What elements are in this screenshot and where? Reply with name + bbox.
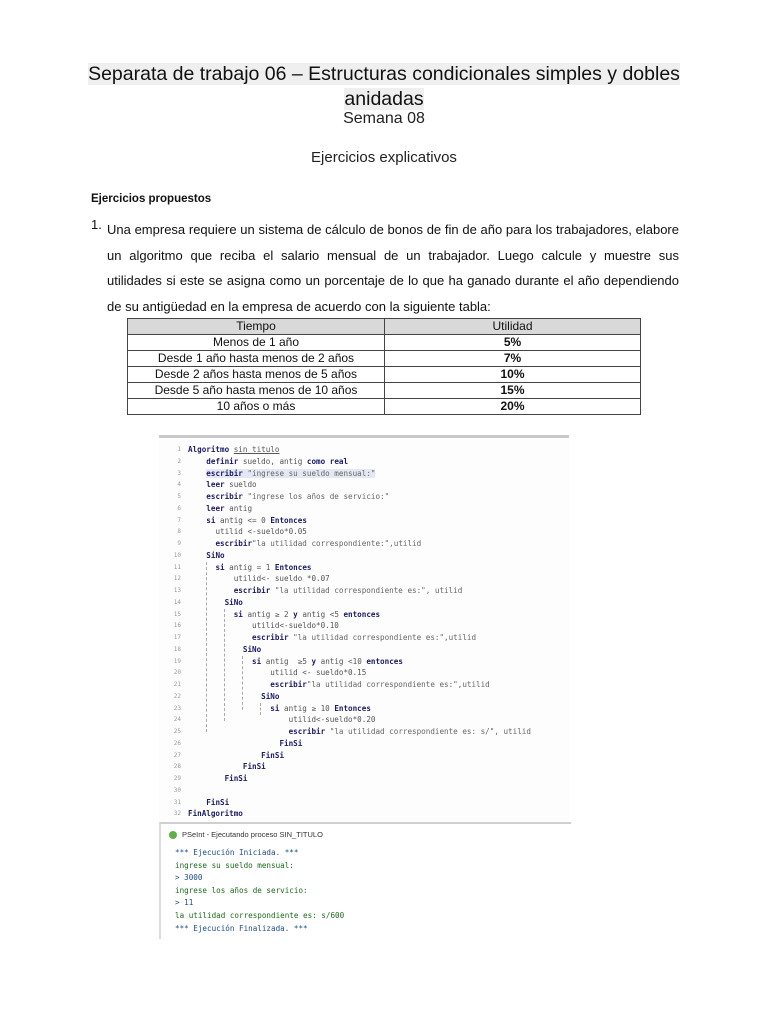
code-line: leer sueldo	[206, 480, 257, 490]
code-line: FinSi	[224, 774, 248, 783]
code-line: SiNo	[261, 691, 280, 701]
code-line: FinSi	[279, 738, 303, 748]
line-number: 28	[173, 763, 181, 771]
table-row	[128, 351, 641, 367]
line-number: 23	[173, 704, 181, 712]
line-number: 29	[173, 775, 181, 782]
line-number: 8	[177, 528, 181, 536]
code-line: FinSi	[206, 797, 230, 807]
line-number: 10	[173, 551, 181, 559]
line-number: 22	[173, 692, 181, 700]
line-number: 25	[173, 728, 181, 735]
code-line: SiNo	[242, 644, 262, 654]
code-line: utilid<- sueldo *0.07	[233, 574, 330, 584]
line-number-gutter	[159, 444, 181, 820]
cell-utilidad: 20%	[385, 399, 641, 415]
code-line: FinAlgoritmo	[188, 809, 243, 819]
code-editor[interactable]	[159, 435, 569, 825]
code-line: escribir "ingrese los años de servicio:"	[206, 492, 390, 501]
document-title	[0, 62, 768, 112]
code-line: utilid<-sueldo*0.10	[252, 621, 339, 631]
code-line: si antig ≥5 y antig <10 entonces	[252, 656, 403, 666]
code-line: SiNo	[206, 550, 225, 560]
cell-utilidad: 10%	[385, 367, 641, 383]
console-output	[175, 847, 344, 935]
console-title: PSeInt - Ejecutando proceso SIN_TITULO	[182, 830, 323, 839]
code-line	[188, 785, 568, 797]
code-line: si antig ≥ 2 y antig <5 entonces	[233, 609, 381, 619]
code-line: FinSi	[242, 762, 266, 772]
pseint-icon	[169, 831, 177, 839]
line-number: 6	[177, 504, 181, 512]
console-line: *** Ejecución Iniciada. ***	[175, 848, 299, 857]
week-label: Semana 08	[343, 110, 425, 127]
exercises-heading: Ejercicios propuestos	[91, 193, 212, 205]
execution-console[interactable]	[159, 822, 571, 939]
line-number: 20	[173, 669, 181, 677]
cell-tiempo: Desde 5 año hasta menos de 10 años	[128, 383, 385, 399]
line-number: 32	[173, 810, 181, 818]
table-row	[128, 335, 641, 351]
code-line: escribir"la utilidad correspondiente es:",utilid	[270, 680, 490, 689]
code-line: si antig ≥ 10 Entonces	[270, 703, 371, 713]
code-line: escribir "ingrese su sueldo mensual:"	[206, 468, 376, 478]
line-number: 9	[177, 540, 181, 547]
line-number: 3	[177, 469, 181, 477]
cell-utilidad: 7%	[385, 351, 641, 367]
line-number: 14	[173, 598, 181, 606]
code-line: utilid <-sueldo*0.05	[215, 527, 307, 537]
cell-tiempo: Menos de 1 año	[128, 335, 385, 351]
header-tiempo: Tiempo	[128, 319, 385, 335]
code-line: definir sueldo, antig como real	[206, 456, 349, 466]
code-line: escribir "la utilidad correspondiente es:", utilid	[233, 586, 463, 595]
cell-utilidad: 5%	[385, 335, 641, 351]
code-line: utilid <- sueldo*0.15	[270, 668, 367, 678]
code-line: si antig <= 0 Entonces	[206, 515, 307, 525]
line-number: 16	[173, 622, 181, 630]
line-number: 5	[177, 493, 181, 500]
header-utilidad: Utilidad	[385, 319, 641, 335]
line-number: 21	[173, 681, 181, 688]
line-number: 24	[173, 716, 181, 724]
console-line: la utilidad correspondiente es: s/600	[175, 910, 345, 920]
code-line: Algoritmo sin_titulo	[188, 445, 280, 454]
line-number: 31	[173, 798, 181, 806]
line-number: 4	[177, 481, 181, 489]
line-number: 26	[173, 739, 181, 747]
cell-utilidad: 15%	[385, 383, 641, 399]
code-line: escribir "la utilidad correspondiente es: s/", utilid	[288, 727, 531, 736]
table-row	[128, 399, 641, 415]
title-line-1: Separata de trabajo 06 – Estructuras condicionales simples y dobles	[88, 63, 680, 85]
line-number: 15	[173, 610, 181, 618]
utility-table	[127, 318, 641, 415]
console-line: ingrese los años de servicio:	[175, 885, 308, 895]
code-line: FinSi	[261, 750, 285, 760]
table-header-row	[128, 319, 641, 335]
line-number: 11	[173, 563, 181, 571]
code-lines[interactable]	[188, 444, 568, 820]
console-line: *** Ejecución Finalizada. ***	[175, 923, 308, 933]
line-number: 7	[177, 516, 181, 524]
cell-tiempo: Desde 1 año hasta menos de 2 años	[128, 351, 385, 367]
code-line: escribir "la utilidad correspondiente es:",utilid	[252, 633, 477, 642]
code-line: leer antig	[206, 503, 253, 513]
cell-tiempo: Desde 2 años hasta menos de 5 años	[128, 367, 385, 383]
title-line-2: anidadas	[344, 88, 424, 110]
line-number: 18	[173, 645, 181, 653]
console-line: ingrese su sueldo mensual:	[175, 860, 294, 870]
line-number: 30	[173, 786, 181, 794]
code-line: SiNo	[224, 597, 243, 607]
table-row	[128, 367, 641, 383]
line-number: 1	[177, 446, 181, 453]
code-line: si antig = 1 Entonces	[215, 562, 312, 572]
line-number: 17	[173, 634, 181, 641]
table-row	[128, 383, 641, 399]
console-line: > 11	[175, 898, 194, 908]
code-line: utilid<-sueldo*0.20	[288, 715, 376, 725]
section-subtitle: Ejercicios explicativos	[311, 149, 457, 166]
console-title-bar	[169, 828, 323, 842]
line-number: 27	[173, 751, 181, 759]
line-number: 12	[173, 575, 181, 583]
console-line: > 3000	[175, 873, 203, 883]
exercise-number: 1.	[91, 217, 102, 232]
line-number: 13	[173, 587, 181, 594]
cell-tiempo: 10 años o más	[128, 399, 385, 415]
line-number: 2	[177, 457, 181, 465]
line-number: 19	[173, 657, 181, 665]
exercise-text: Una empresa requiere un sistema de cálculo de bonos de fin de año para los trabajadores, elabore un algoritmo que reciba el salario mensual de un trabajador. Luego calcule y muestre sus utilidades si este se asigna como un porcentaje de lo que ha ganado durante el año dependiendo de su antigüedad en la empresa de acuerdo con la siguiente tabla:	[107, 222, 679, 314]
code-line: escribir"la utilidad correspondiente:",utilid	[215, 539, 422, 548]
